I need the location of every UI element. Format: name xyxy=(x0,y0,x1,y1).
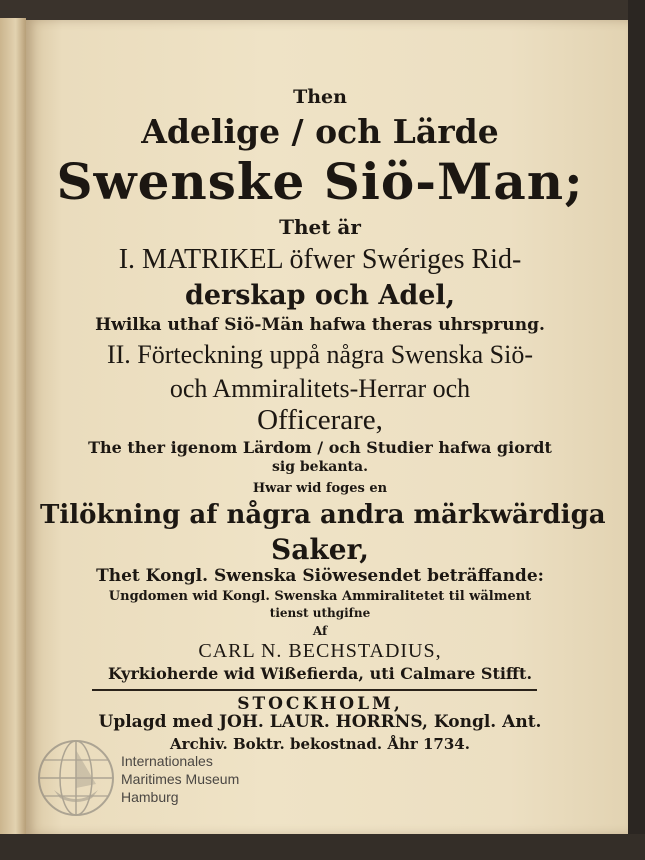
tienst-line: tienst uthgifne xyxy=(269,606,371,620)
part1-line1: I. MATRIKEL öfwer Swériges Rid- xyxy=(118,244,522,275)
title-then: Then xyxy=(293,86,347,108)
printer-line1: Uplagd med JOH. LAUR. HORRNS, Kongl. Ant. xyxy=(98,712,542,732)
watermark-line3: Hamburg xyxy=(121,789,179,805)
part2-line3: Officerare, xyxy=(257,404,383,436)
tilokning: Tilökning af några andra märkwärdiga xyxy=(40,500,606,530)
part2-line4: The ther igenom Lärdom / och Studier hafwa giordt xyxy=(88,438,552,457)
kyrkioherde-line: Kyrkioherde wid Wißefierda, uti Calmare Stifft. xyxy=(107,664,533,683)
main-title: Swenske Siö-Man; xyxy=(56,152,584,211)
part1-line3: Hwilka uthaf Siö-Män hafwa theras uhrsprung. xyxy=(95,315,545,335)
part2-line1: II. Förteckning uppå några Swenska Siö- xyxy=(106,340,534,369)
part2-line5: sig bekanta. xyxy=(272,459,368,475)
left-page-edge xyxy=(0,18,26,838)
hwar-wid: Hwar wid foges en xyxy=(252,481,388,496)
imprint-place: STOCKHOLM, xyxy=(237,694,403,714)
part1-line2: derskap och Adel, xyxy=(184,280,456,311)
author-name: CARL N. BECHSTADIUS, xyxy=(198,640,442,662)
part2-line2: och Ammiralitets-Herrar och xyxy=(169,374,471,403)
separator-rule xyxy=(92,689,537,691)
watermark-line2: Maritimes Museum xyxy=(121,771,240,787)
scan-border-top xyxy=(0,0,645,22)
saker: Saker, xyxy=(270,533,370,566)
af-line: Af xyxy=(312,624,328,638)
scan-border-right xyxy=(628,0,645,860)
thet-ar: Thet är xyxy=(279,215,361,239)
ungdomen-line: Ungdomen wid Kongl. Swenska Ammiralitetet til wälment xyxy=(108,589,532,604)
watermark-line1: Internationales xyxy=(121,753,213,769)
kongl-line: Thet Kongl. Swenska Siöwesendet beträffande: xyxy=(96,566,544,586)
printer-line2: Archiv. Boktr. bekostnad. Åhr 1734. xyxy=(170,735,470,753)
title-adelige: Adelige / och Lärde xyxy=(141,112,499,151)
museum-logo-icon xyxy=(36,738,116,818)
scan-border-bottom xyxy=(0,834,645,860)
